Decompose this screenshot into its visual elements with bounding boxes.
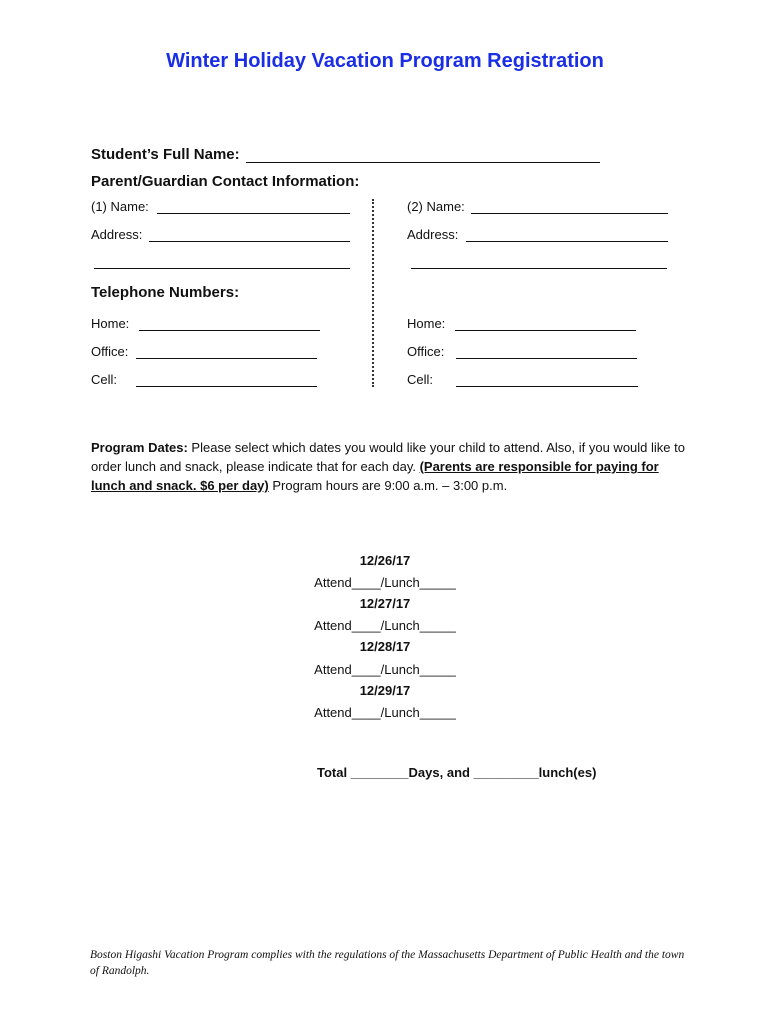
address-1-field-line2[interactable] (94, 268, 350, 269)
date-4: 12/29/17 (359, 683, 411, 698)
date-2: 12/27/17 (359, 596, 411, 611)
date-3: 12/28/17 (359, 639, 411, 654)
cell-2-label: Cell: (407, 372, 434, 387)
address-1-field[interactable] (149, 241, 350, 242)
date-4-attend-lunch[interactable]: Attend____/Lunch_____ (314, 705, 456, 720)
cell-1-label: Cell: (91, 372, 118, 387)
address-2-field[interactable] (466, 241, 668, 242)
cell-1-field[interactable] (136, 386, 317, 387)
student-name-label: Student’s Full Name: (91, 146, 240, 163)
date-3-attend-lunch[interactable]: Attend____/Lunch_____ (314, 662, 456, 677)
date-1-attend-lunch[interactable]: Attend____/Lunch_____ (314, 575, 456, 590)
home-1-field[interactable] (139, 330, 320, 331)
address-2-label: Address: (407, 227, 459, 242)
page-title: Winter Holiday Vacation Program Registration (166, 50, 604, 72)
office-1-field[interactable] (136, 358, 317, 359)
contact-heading: Parent/Guardian Contact Information: (91, 173, 360, 190)
total-line[interactable]: Total ________Days, and _________lunch(es) (317, 765, 597, 780)
home-2-field[interactable] (455, 330, 636, 331)
program-dates-label: Program Dates: (91, 440, 188, 455)
column-divider (372, 199, 374, 387)
footer-compliance-note: Boston Higashi Vacation Program complies with the regulations of the Massachusetts Department of Public Health and the town of Randolph. (90, 949, 685, 977)
office-2-field[interactable] (456, 358, 637, 359)
home-1-label: Home: (91, 316, 130, 331)
name-2-label: (2) Name: (407, 199, 465, 214)
date-1: 12/26/17 (359, 553, 411, 568)
address-1-label: Address: (91, 227, 143, 242)
date-2-attend-lunch[interactable]: Attend____/Lunch_____ (314, 618, 456, 633)
program-description (91, 438, 691, 495)
office-2-label: Office: (407, 344, 445, 359)
cell-2-field[interactable] (456, 386, 638, 387)
student-name-field[interactable] (246, 162, 600, 163)
name-1-field[interactable] (157, 213, 350, 214)
name-2-field[interactable] (471, 213, 668, 214)
address-2-field-line2[interactable] (411, 268, 667, 269)
program-text-2: Program hours are 9:00 a.m. – 3:00 p.m. (268, 478, 508, 493)
program-payment-note: (Parents are responsible for paying for lunch and snack. $6 per day) (91, 459, 659, 493)
office-1-label: Office: (91, 344, 129, 359)
home-2-label: Home: (407, 316, 446, 331)
telephone-heading: Telephone Numbers: (91, 284, 240, 301)
program-text-1: Please select which dates you would like your child to attend. Also, if you would like to order lunch and snack, please indicate that for each day. (91, 440, 685, 474)
name-1-label: (1) Name: (91, 199, 149, 214)
